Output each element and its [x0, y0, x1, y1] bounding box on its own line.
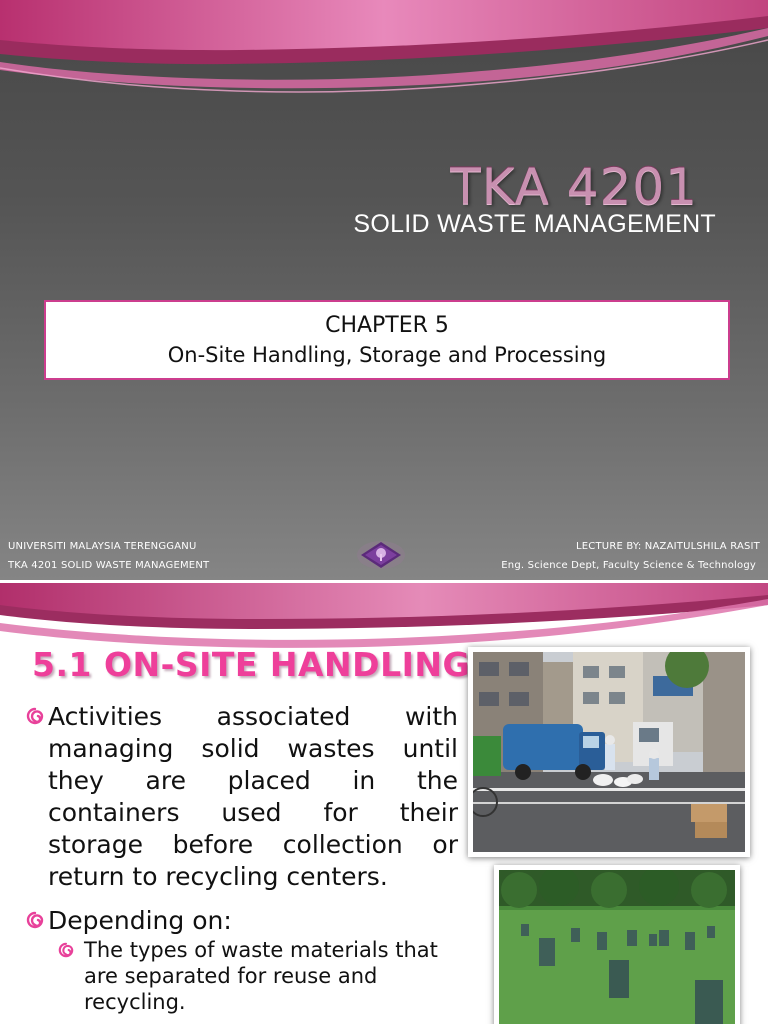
course-name-subtitle: SOLID WASTE MANAGEMENT — [353, 210, 716, 238]
bullet-text: Activities associated with managing solid wastes until they are placed in the containers used for their storage before collection or return to recycling centers. — [48, 702, 458, 891]
swirl-bullet-icon — [58, 937, 84, 958]
chapter-title: On-Site Handling, Storage and Processing — [167, 343, 607, 367]
chapter-box — [44, 300, 730, 380]
sub-bullet-text: The types of waste materials that are separated for reuse and recycling. — [84, 938, 438, 1014]
footer-course: TKA 4201 SOLID WASTE MANAGEMENT — [8, 560, 210, 571]
content-slide — [0, 583, 768, 1024]
chapter-label: CHAPTER 5 — [325, 313, 449, 338]
garbage-truck-street-photo — [468, 647, 750, 857]
footer-lecturer: LECTURE BY: NAZAITULSHILA RASIT — [576, 541, 760, 552]
waste-bins-on-lawn-photo — [494, 865, 740, 1024]
bullet-item — [26, 905, 460, 937]
bullet-text: Depending on: — [48, 906, 232, 935]
swirl-bullet-icon — [26, 905, 48, 929]
bullet-item — [26, 701, 460, 893]
sub-bullet-item — [58, 937, 468, 1015]
swirl-bullet-icon — [26, 701, 48, 725]
footer-university: UNIVERSITI MALAYSIA TERENGGANU — [8, 541, 197, 552]
university-logo-icon — [356, 540, 406, 570]
footer-department: Eng. Science Dept, Faculty Science & Technology — [501, 560, 756, 571]
header-swoosh-decoration — [0, 583, 768, 653]
section-title: 5.1 ON-SITE HANDLING — [32, 645, 471, 684]
header-swoosh-decoration — [0, 0, 768, 120]
course-code-title: TKA 4201 — [450, 158, 698, 216]
